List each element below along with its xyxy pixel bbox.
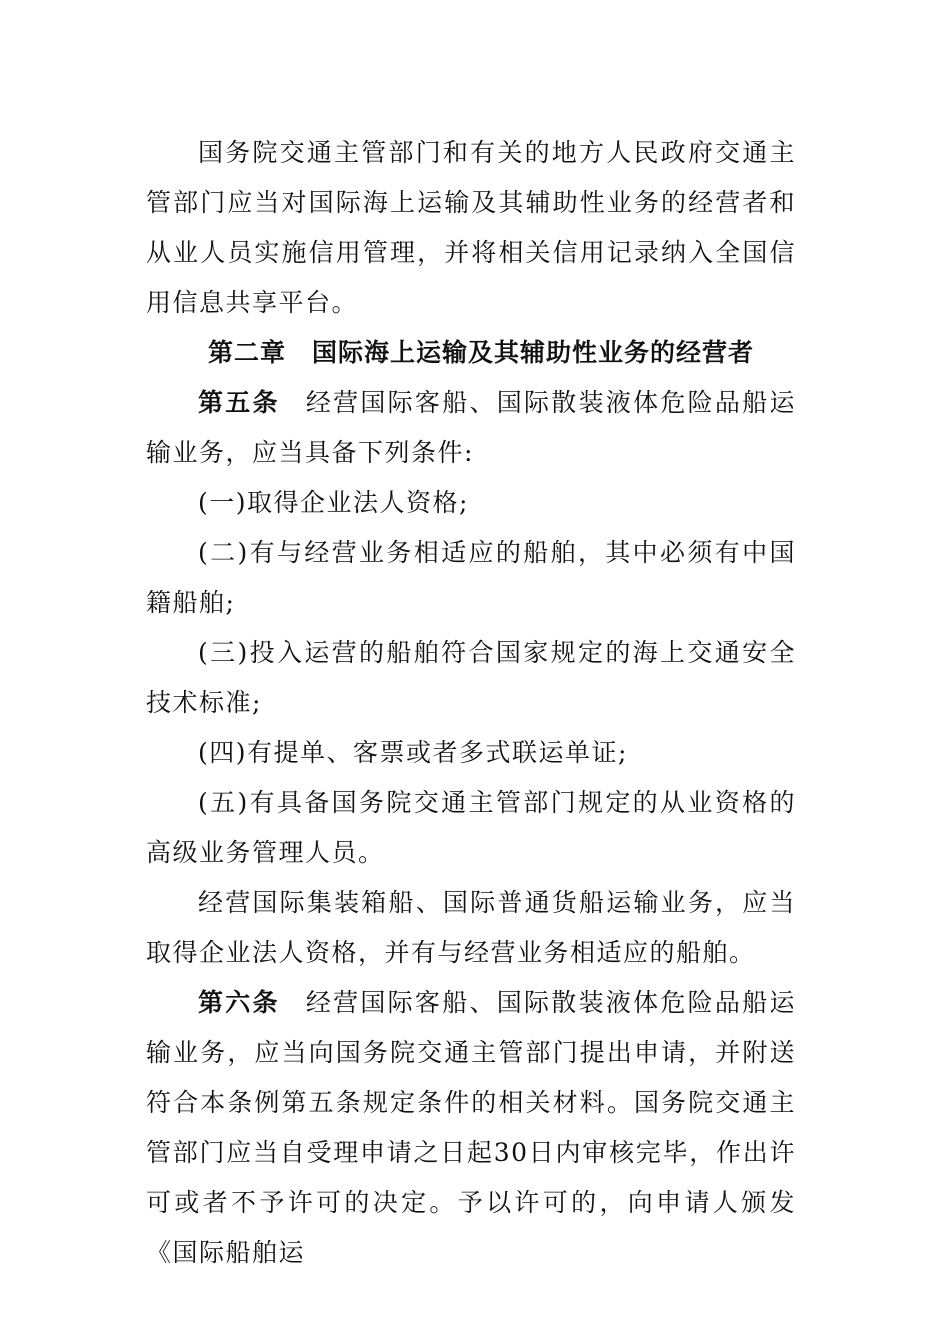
paragraph-container-ships: 经营国际集装箱船、国际普通货船运输业务，应当取得企业法人资格，并有与经营业务相适应的船舶。	[146, 888, 796, 967]
paragraph-credit-management: 国务院交通主管部门和有关的地方人民政府交通主管部门应当对国际海上运输及其辅助性业务的经营者和从业人员实施信用管理，并将相关信用记录纳入全国信用信息共享平台。	[146, 138, 796, 317]
article-5-text: 经营国际客船、国际散装液体危险品船运输业务，应当具备下列条件:	[146, 388, 796, 467]
article-5	[146, 378, 796, 478]
list-item: (一)取得企业法人资格;	[198, 488, 469, 517]
article-6-label: 第六条	[198, 988, 280, 1017]
list-item: (二)有与经营业务相适应的船舶，其中必须有中国籍船舶;	[146, 538, 796, 617]
list-item: (四)有提单、客票或者多式联运单证;	[198, 738, 628, 767]
article-6-text: 经营国际客船、国际散装液体危险品船运输业务，应当向国务院交通主管部门提出申请，并附送符合本条例第五条规定条件的相关材料。国务院交通主管部门应当自受理申请之日起30日内审核完毕，作出许可或者不予许可的决定。予以许可的，向申请人颁发《国际船舶运	[146, 988, 796, 1267]
chapter-heading: 第二章 国际海上运输及其辅助性业务的经营者	[207, 338, 754, 367]
list-item: (五)有具备国务院交通主管部门规定的从业资格的高级业务管理人员。	[146, 788, 796, 867]
list-item: (三)投入运营的船舶符合国家规定的海上交通安全技术标准;	[146, 638, 796, 717]
document-page	[146, 128, 796, 1278]
article-5-label: 第五条	[198, 388, 280, 417]
article-6	[146, 978, 796, 1278]
